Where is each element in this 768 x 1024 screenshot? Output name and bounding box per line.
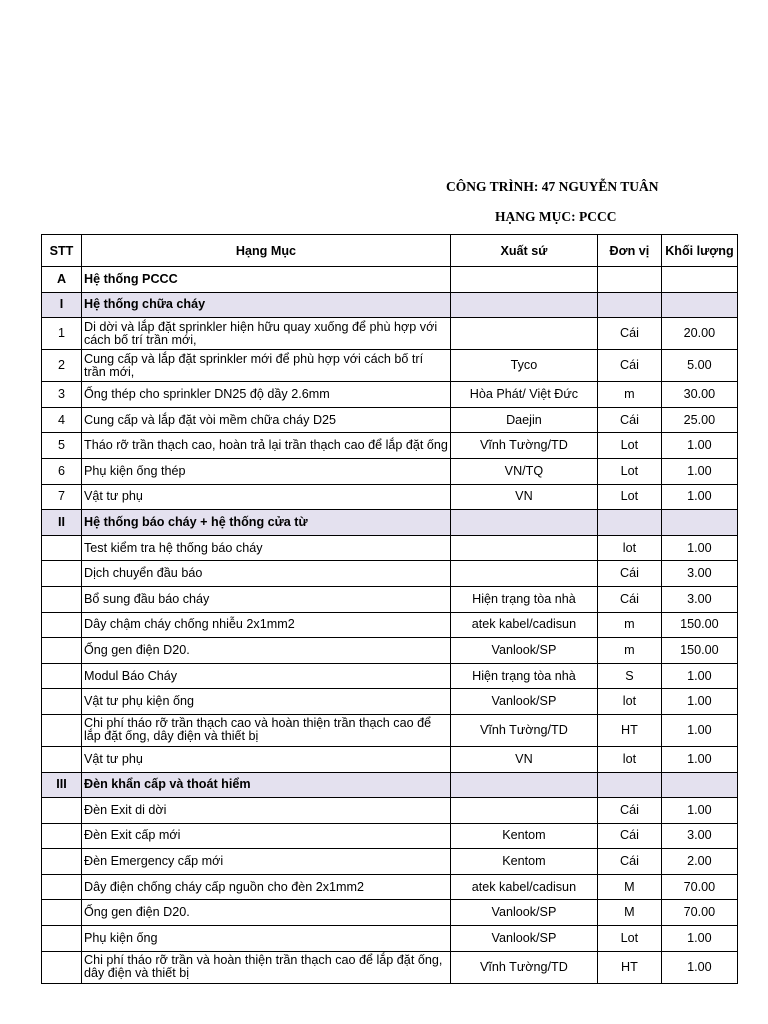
- section-row: [42, 292, 738, 318]
- row-unit: Lot: [597, 484, 661, 510]
- row-origin: Hòa Phát/ Việt Đức: [450, 382, 597, 408]
- table-row: [42, 663, 738, 689]
- row-origin: Vĩnh Tường/TD: [450, 433, 597, 459]
- row-origin: Kentom: [450, 823, 597, 849]
- table-row: [42, 926, 738, 952]
- row-stt: [42, 612, 82, 638]
- row-item-name: Hệ thống chữa cháy: [82, 292, 451, 318]
- row-stt: III: [42, 772, 82, 798]
- row-item-name: Đèn Emergency cấp mới: [82, 849, 451, 875]
- row-item-name: Phụ kiện ống thép: [82, 458, 451, 484]
- row-origin: Tyco: [450, 350, 597, 382]
- row-quantity: 150.00: [661, 638, 737, 664]
- row-origin: Vanlook/SP: [450, 689, 597, 715]
- row-origin: [450, 318, 597, 350]
- row-stt: 7: [42, 484, 82, 510]
- row-stt: 5: [42, 433, 82, 459]
- row-origin: [450, 798, 597, 824]
- row-quantity: 1.00: [661, 484, 737, 510]
- row-origin: [450, 772, 597, 798]
- row-item-name: Di dời và lắp đặt sprinkler hiện hữu quay xuống để phù hợp với cách bố trí trần mới,: [82, 318, 451, 350]
- section-row: [42, 510, 738, 536]
- table-row: [42, 714, 738, 746]
- row-item-name: Dây điện chống cháy cấp nguồn cho đèn 2x1mm2: [82, 874, 451, 900]
- table-row: [42, 849, 738, 875]
- row-unit: Cái: [597, 798, 661, 824]
- row-stt: [42, 798, 82, 824]
- row-origin: [450, 510, 597, 536]
- row-stt: [42, 746, 82, 772]
- row-origin: [450, 535, 597, 561]
- row-origin: Vanlook/SP: [450, 900, 597, 926]
- row-unit: Cái: [597, 849, 661, 875]
- row-unit: m: [597, 382, 661, 408]
- row-item-name: Tháo rỡ trần thạch cao, hoàn trả lại trần thạch cao để lắp đặt ống: [82, 433, 451, 459]
- row-quantity: 2.00: [661, 849, 737, 875]
- row-item-name: Phụ kiện ống: [82, 926, 451, 952]
- row-unit: M: [597, 874, 661, 900]
- table-row: [42, 382, 738, 408]
- table-row: [42, 874, 738, 900]
- col-header-item: Hạng Mục: [82, 235, 451, 267]
- row-stt: A: [42, 267, 82, 293]
- table-row: [42, 484, 738, 510]
- col-header-origin: Xuất sứ: [450, 235, 597, 267]
- row-origin: Daejin: [450, 407, 597, 433]
- row-unit: m: [597, 638, 661, 664]
- row-item-name: Dịch chuyển đầu báo: [82, 561, 451, 587]
- row-item-name: Đèn Exit di dời: [82, 798, 451, 824]
- row-stt: [42, 586, 82, 612]
- row-quantity: [661, 292, 737, 318]
- row-origin: Hiện trạng tòa nhà: [450, 663, 597, 689]
- table-row: [42, 823, 738, 849]
- table-row: [42, 535, 738, 561]
- row-unit: Lot: [597, 458, 661, 484]
- row-item-name: Modul Báo Cháy: [82, 663, 451, 689]
- row-quantity: 1.00: [661, 798, 737, 824]
- table-row: [42, 458, 738, 484]
- row-stt: 4: [42, 407, 82, 433]
- row-unit: lot: [597, 535, 661, 561]
- row-quantity: [661, 510, 737, 536]
- row-stt: [42, 823, 82, 849]
- row-quantity: 70.00: [661, 874, 737, 900]
- row-origin: VN/TQ: [450, 458, 597, 484]
- row-unit: Cái: [597, 823, 661, 849]
- row-unit: m: [597, 612, 661, 638]
- row-unit: Lot: [597, 926, 661, 952]
- table-row: [42, 612, 738, 638]
- row-origin: Vĩnh Tường/TD: [450, 714, 597, 746]
- row-item-name: Cung cấp và lắp đặt sprinkler mới để phù hợp với cách bố trí trần mới,: [82, 350, 451, 382]
- row-item-name: Đèn Exit cấp mới: [82, 823, 451, 849]
- row-quantity: 1.00: [661, 951, 737, 983]
- row-origin: [450, 267, 597, 293]
- row-stt: 1: [42, 318, 82, 350]
- row-origin: Kentom: [450, 849, 597, 875]
- row-quantity: 1.00: [661, 458, 737, 484]
- row-item-name: Cung cấp và lắp đặt vòi mềm chữa cháy D25: [82, 407, 451, 433]
- section-row: [42, 772, 738, 798]
- table-row: [42, 433, 738, 459]
- row-quantity: 20.00: [661, 318, 737, 350]
- row-quantity: 70.00: [661, 900, 737, 926]
- table-row: [42, 798, 738, 824]
- row-stt: [42, 714, 82, 746]
- row-item-name: Hệ thống PCCC: [82, 267, 451, 293]
- col-header-unit: Đơn vị: [597, 235, 661, 267]
- row-unit: HT: [597, 951, 661, 983]
- row-stt: II: [42, 510, 82, 536]
- project-title-text: CÔNG TRÌNH: 47 NGUYỄN TUÂN: [446, 179, 659, 194]
- table-row: [42, 318, 738, 350]
- row-item-name: Đèn khẩn cấp và thoát hiểm: [82, 772, 451, 798]
- row-item-name: Vật tư phụ kiện ống: [82, 689, 451, 715]
- row-stt: [42, 951, 82, 983]
- row-item-name: Hệ thống báo cháy + hệ thống cửa từ: [82, 510, 451, 536]
- row-item-name: Chi phí tháo rỡ trần thạch cao và hoàn thiện trần thạch cao để lắp đặt ống, dây điện và thiết bị: [82, 714, 451, 746]
- row-quantity: 1.00: [661, 746, 737, 772]
- row-origin: [450, 561, 597, 587]
- row-item-name: Ống gen điện D20.: [82, 638, 451, 664]
- row-origin: Vanlook/SP: [450, 926, 597, 952]
- table-row: [42, 561, 738, 587]
- row-item-name: Dây chậm cháy chống nhiễu 2x1mm2: [82, 612, 451, 638]
- row-item-name: Vật tư phụ: [82, 484, 451, 510]
- row-stt: [42, 535, 82, 561]
- row-quantity: 1.00: [661, 714, 737, 746]
- row-item-name: Chi phí tháo rỡ trần và hoàn thiện trần thạch cao để lắp đặt ống, dây điện và thiết bị: [82, 951, 451, 983]
- row-stt: [42, 849, 82, 875]
- row-origin: Vĩnh Tường/TD: [450, 951, 597, 983]
- row-quantity: 3.00: [661, 561, 737, 587]
- row-quantity: [661, 772, 737, 798]
- row-quantity: 1.00: [661, 926, 737, 952]
- row-stt: 6: [42, 458, 82, 484]
- bill-of-quantities-table: [41, 234, 738, 984]
- row-origin: [450, 292, 597, 318]
- row-item-name: Test kiểm tra hệ thống báo cháy: [82, 535, 451, 561]
- row-stt: 3: [42, 382, 82, 408]
- row-unit: [597, 772, 661, 798]
- row-unit: M: [597, 900, 661, 926]
- row-origin: Vanlook/SP: [450, 638, 597, 664]
- row-stt: 2: [42, 350, 82, 382]
- row-unit: S: [597, 663, 661, 689]
- table-header-row: [42, 235, 738, 267]
- row-quantity: 150.00: [661, 612, 737, 638]
- row-unit: Cái: [597, 407, 661, 433]
- row-unit: lot: [597, 746, 661, 772]
- row-quantity: 1.00: [661, 689, 737, 715]
- row-unit: Cái: [597, 318, 661, 350]
- row-origin: atek kabel/cadisun: [450, 874, 597, 900]
- row-unit: Cái: [597, 350, 661, 382]
- table-row: [42, 689, 738, 715]
- row-quantity: [661, 267, 737, 293]
- row-item-name: Bổ sung đầu báo cháy: [82, 586, 451, 612]
- group-row: [42, 267, 738, 293]
- row-unit: [597, 267, 661, 293]
- row-stt: [42, 900, 82, 926]
- table-row: [42, 746, 738, 772]
- row-quantity: 1.00: [661, 433, 737, 459]
- row-item-name: Ống thép cho sprinkler DN25 độ dầy 2.6mm: [82, 382, 451, 408]
- row-stt: [42, 663, 82, 689]
- row-origin: atek kabel/cadisun: [450, 612, 597, 638]
- row-origin: VN: [450, 484, 597, 510]
- row-stt: [42, 561, 82, 587]
- row-item-name: Vật tư phụ: [82, 746, 451, 772]
- table-row: [42, 350, 738, 382]
- row-quantity: 25.00: [661, 407, 737, 433]
- row-item-name: Ống gen điện D20.: [82, 900, 451, 926]
- row-unit: [597, 292, 661, 318]
- row-stt: [42, 926, 82, 952]
- table-row: [42, 638, 738, 664]
- table-body: [42, 267, 738, 984]
- row-quantity: 30.00: [661, 382, 737, 408]
- row-quantity: 1.00: [661, 535, 737, 561]
- row-quantity: 1.00: [661, 663, 737, 689]
- col-header-stt: STT: [42, 235, 82, 267]
- row-origin: Hiện trạng tòa nhà: [450, 586, 597, 612]
- category-title-text: HẠNG MỤC: PCCC: [495, 209, 617, 224]
- row-stt: [42, 874, 82, 900]
- table-row: [42, 951, 738, 983]
- row-unit: Lot: [597, 433, 661, 459]
- row-stt: [42, 689, 82, 715]
- col-header-quantity: Khối lượng: [661, 235, 737, 267]
- row-stt: I: [42, 292, 82, 318]
- row-unit: [597, 510, 661, 536]
- row-origin: VN: [450, 746, 597, 772]
- row-unit: HT: [597, 714, 661, 746]
- row-unit: Cái: [597, 561, 661, 587]
- row-quantity: 3.00: [661, 823, 737, 849]
- row-quantity: 3.00: [661, 586, 737, 612]
- table-row: [42, 407, 738, 433]
- table-row: [42, 586, 738, 612]
- row-unit: lot: [597, 689, 661, 715]
- row-unit: Cái: [597, 586, 661, 612]
- row-stt: [42, 638, 82, 664]
- table-row: [42, 900, 738, 926]
- row-quantity: 5.00: [661, 350, 737, 382]
